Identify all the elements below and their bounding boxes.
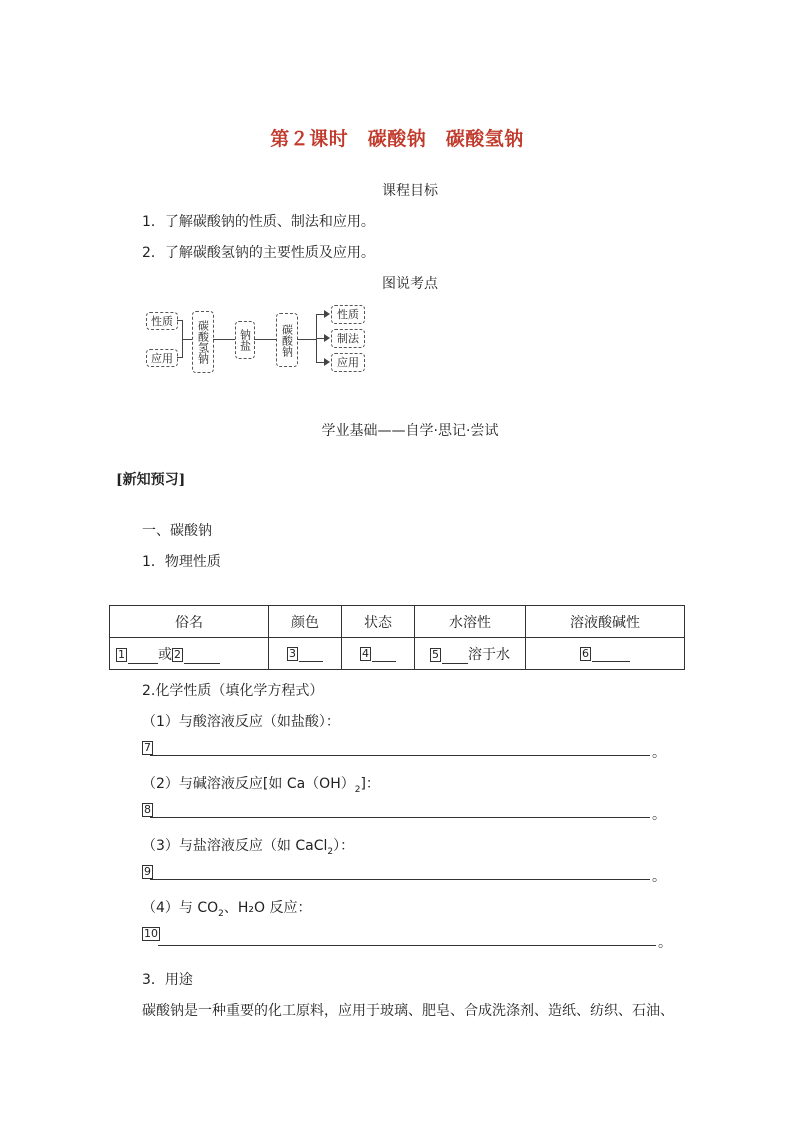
solubility-suffix: 溶于水	[468, 646, 510, 663]
physical-properties-table	[109, 605, 685, 670]
diagram-preparation-right: 制法	[331, 329, 365, 348]
reaction-label-2: （2）与碱溶液反应[如 $Ca(OH)_2$]：	[142, 776, 380, 795]
answer-line[interactable]	[150, 754, 650, 756]
cell-acidity	[526, 638, 685, 670]
arrow-icon	[324, 358, 330, 366]
blank-number: 1	[118, 647, 125, 661]
blank-number: 8	[144, 803, 151, 816]
cell-solubility	[415, 638, 526, 670]
physical-heading: 1．物理性质	[142, 554, 221, 570]
cell-color	[269, 638, 342, 670]
answer-line[interactable]	[150, 878, 650, 880]
diagram-application-left: 应用	[146, 349, 178, 367]
uses-heading: 3．用途	[142, 972, 193, 988]
header-state: 状态	[342, 606, 415, 638]
connector	[316, 314, 324, 315]
diagram-heading: 图说考点	[382, 276, 438, 292]
answer-line[interactable]	[150, 816, 650, 818]
cell-common-name	[110, 638, 269, 670]
blank-number: 9	[144, 865, 151, 878]
header-common-name: 俗名	[110, 606, 269, 638]
arrow-icon	[324, 334, 330, 342]
connector	[213, 339, 235, 340]
connector	[182, 339, 192, 340]
reaction-label-4: （4）与 $CO_2$、H₂O 反应：	[142, 900, 312, 919]
blank-number: 3	[289, 646, 296, 660]
chemical-heading: 2.化学性质（填化学方程式）	[142, 683, 324, 699]
page-title: 第２课时 碳酸钠 碳酸氢钠	[270, 128, 524, 150]
arrow-icon	[324, 310, 330, 318]
reaction-label-3: （3）与盐溶液反应（如 CaCl$_2$）：	[142, 838, 355, 857]
period: 。	[652, 745, 666, 761]
goals-heading: 课程目标	[382, 183, 438, 199]
diagram-sodium-salt: 钠盐	[235, 321, 255, 359]
connector	[254, 339, 276, 340]
answer-blank[interactable]	[184, 649, 220, 664]
diagram-nahco3: 碳酸氢钠	[192, 311, 214, 373]
answer-blank[interactable]	[299, 647, 323, 662]
answer-blank[interactable]	[128, 649, 158, 664]
period: 。	[652, 807, 666, 823]
blank-number: 10	[144, 927, 158, 940]
header-acidity: 溶液酸碱性	[526, 606, 685, 638]
or-text: 或	[158, 646, 172, 663]
diagram-property-right: 性质	[331, 305, 365, 324]
blank-number: 5	[432, 647, 439, 661]
period: 。	[652, 869, 666, 885]
cell-state	[342, 638, 415, 670]
diagram-na2co3: 碳酸钠	[276, 313, 298, 367]
reaction-answer-4	[142, 926, 161, 942]
section-banner: 学业基础——自学·思记·尝试	[321, 423, 499, 439]
header-color: 颜色	[269, 606, 342, 638]
period: 。	[658, 935, 672, 951]
reaction-label-1: （1）与酸溶液反应（如盐酸）：	[142, 714, 340, 730]
blank-number: 6	[582, 646, 589, 660]
answer-line[interactable]	[158, 944, 656, 946]
answer-blank[interactable]	[592, 647, 630, 662]
header-solubility: 水溶性	[415, 606, 526, 638]
part-heading: 一、碳酸钠	[142, 523, 212, 539]
answer-blank[interactable]	[442, 649, 468, 664]
new-knowledge-label: [新知预习]	[116, 472, 186, 488]
table-row	[110, 638, 685, 670]
goal-item-1: 1．了解碳酸钠的性质、制法和应用。	[142, 214, 375, 230]
connector	[297, 339, 316, 340]
diagram-property-left: 性质	[146, 312, 178, 330]
blank-number: 7	[144, 741, 151, 754]
blank-number: 2	[174, 647, 181, 661]
diagram-application-right: 应用	[331, 353, 365, 372]
connector	[316, 338, 324, 339]
table-header-row	[110, 606, 685, 638]
blank-number: 4	[362, 646, 369, 660]
uses-paragraph: 碳酸钠是一种重要的化工原料，应用于玻璃、肥皂、合成洗涤剂、造纸、纺织、石油、	[142, 1003, 674, 1019]
connector	[316, 362, 324, 363]
goal-item-2: 2．了解碳酸氢钠的主要性质及应用。	[142, 245, 375, 261]
answer-blank[interactable]	[372, 647, 396, 662]
